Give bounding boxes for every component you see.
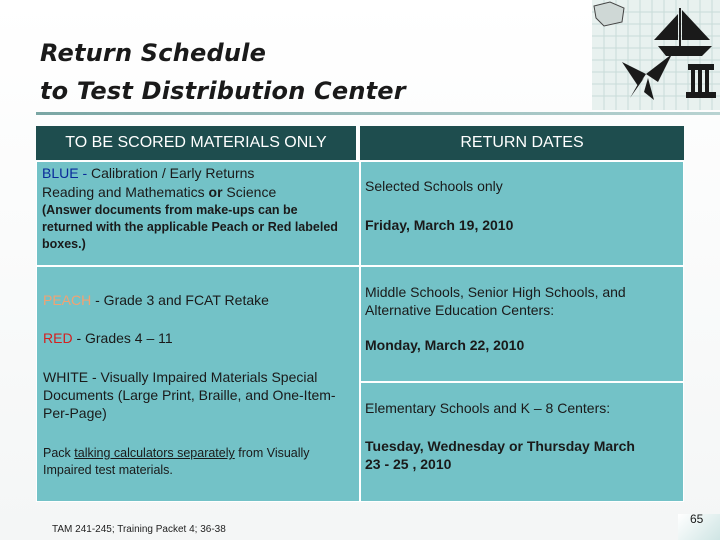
makeup-note: (Answer documents from make-ups can be returned with the applicable Peach or Red labeled boxes.) (42, 203, 338, 251)
pack-text-end: from Visually Impaired test materials. (43, 446, 310, 477)
red-label: RED (43, 330, 73, 346)
middle-high-schools: Middle Schools, Senior High Schools, and Alternative Education Centers: (365, 284, 626, 318)
white-label: WHITE (43, 369, 89, 385)
pack-text: Pack (43, 446, 75, 460)
cell-tue-thu-date (360, 382, 684, 502)
header-return-dates: RETURN DATES (360, 126, 684, 160)
peach-line (43, 291, 355, 309)
red-line (43, 329, 355, 347)
page-title (40, 34, 406, 110)
title-line-1: Return Schedule (40, 39, 267, 67)
monday-date: Monday, March 22, 2010 (365, 337, 525, 353)
decorative-art (592, 0, 720, 110)
return-schedule-table (36, 126, 684, 502)
blue-line-2 (42, 183, 354, 201)
header-materials: TO BE SCORED MATERIALS ONLY (36, 126, 358, 160)
cell-blue-materials (36, 161, 360, 266)
tue-thu-date: Tuesday, Wednesday or Thursday March 23 - 25 , 2010 (365, 438, 635, 472)
blue-label: BLUE - (42, 165, 88, 181)
or-text: or (208, 184, 223, 200)
pack-underlined-text: talking calculators separately (74, 446, 235, 460)
science-text: Science (222, 184, 277, 200)
cell-peach-red-white (36, 266, 360, 502)
pack-note (43, 445, 355, 479)
blue-text: Calibration / Early Returns (87, 165, 255, 181)
subject-text: Reading and Mathematics (42, 184, 209, 200)
cell-friday-date (360, 161, 684, 266)
white-text: - Visually Impaired Materials Special Documents (Large Print, Braille, and One-Item-Per-Page) (43, 369, 336, 421)
peach-text: - Grade 3 and FCAT Retake (91, 292, 269, 308)
cell-monday-date (360, 266, 684, 382)
friday-date: Friday, March 19, 2010 (365, 217, 514, 233)
elementary-schools: Elementary Schools and K – 8 Centers: (365, 400, 611, 416)
peach-label: PEACH (43, 292, 92, 308)
title-divider (36, 112, 720, 115)
tam-reference: TAM 241-245; Training Packet 4; 36-38 (52, 524, 226, 535)
selected-schools: Selected Schools only (365, 178, 503, 194)
white-line (43, 368, 343, 422)
blue-line-1 (42, 164, 354, 182)
page-number: 65 (690, 512, 704, 526)
red-text: - Grades 4 – 11 (72, 330, 173, 346)
title-line-2: to Test Distribution Center (40, 77, 406, 105)
